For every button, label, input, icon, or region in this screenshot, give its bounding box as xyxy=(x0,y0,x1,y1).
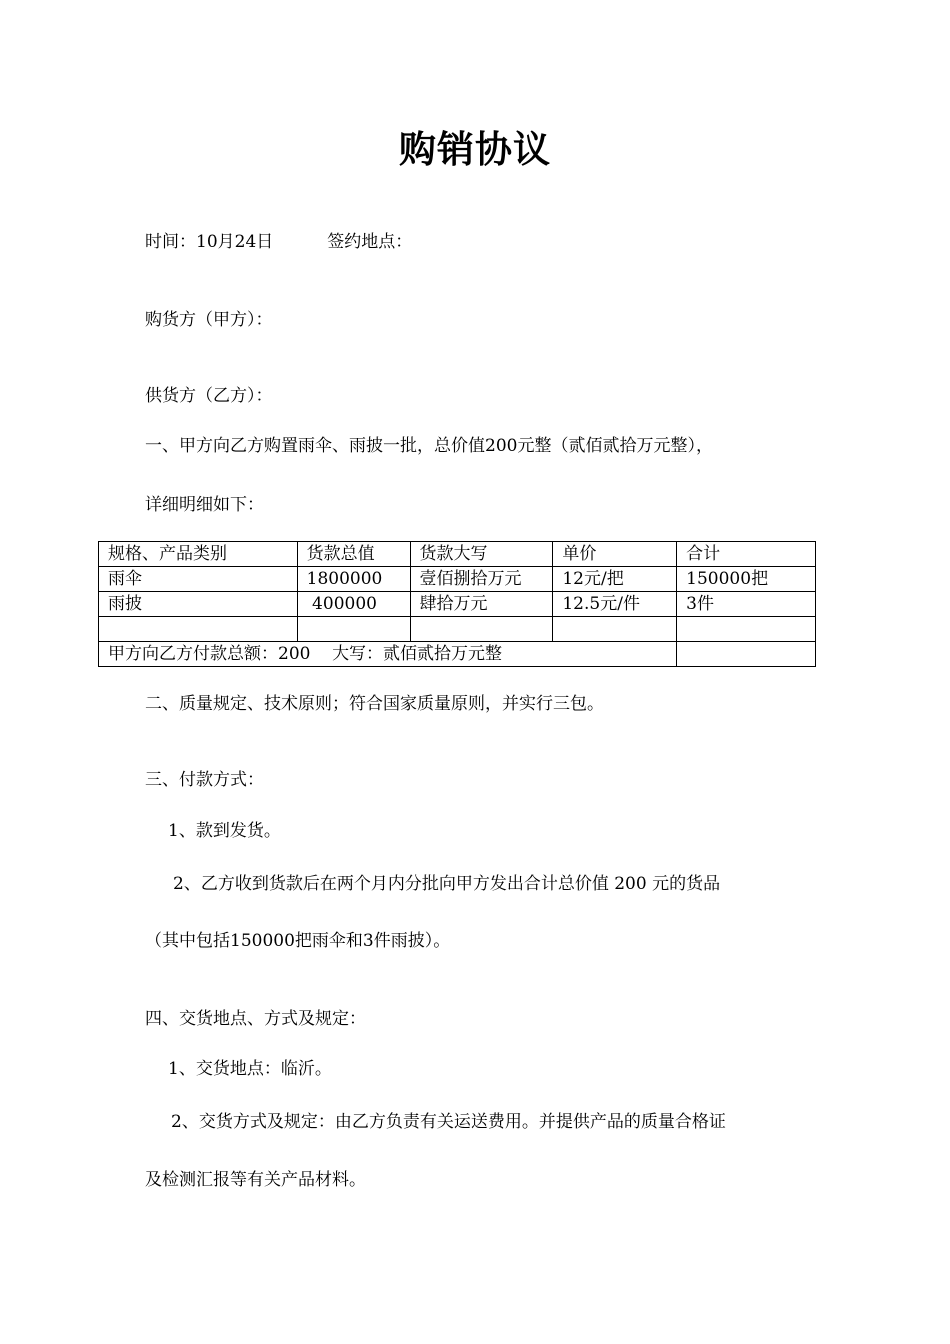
table-row xyxy=(99,617,816,642)
clause-3-item-2-line-1: 2、乙方收到货款后在两个月内分批向甲方发出合计总价值 200 元的货品 xyxy=(173,874,721,894)
header-cell-unit-price: 单价 xyxy=(553,542,677,567)
total-payment-cell: 甲方向乙方付款总额：200 大写：贰佰贰拾万元整 xyxy=(99,642,677,667)
clause-3-title: 三、付款方式： xyxy=(145,770,264,790)
header-cell-total-value: 货款总值 xyxy=(297,542,410,567)
table-cell: 3件 xyxy=(677,592,816,617)
supplier-line: 供货方（乙方）： xyxy=(145,386,273,406)
clause-1-line-2: 详细明细如下： xyxy=(145,495,264,515)
table-cell xyxy=(99,617,298,642)
table-header-row xyxy=(99,542,816,567)
table-cell: 1800000 xyxy=(297,567,410,592)
table-row xyxy=(99,567,816,592)
clause-3-item-1: 1、款到发货。 xyxy=(168,821,281,841)
table-cell: 12.5元/件 xyxy=(553,592,677,617)
buyer-line: 购货方（甲方）： xyxy=(145,310,273,330)
table-cell: 150000把 xyxy=(677,567,816,592)
clause-4-item-2-line-1: 2、交货方式及规定：由乙方负责有关运送费用。并提供产品的质量合格证 xyxy=(171,1112,726,1132)
clause-3-item-2-line-2: （其中包括150000把雨伞和3件雨披）。 xyxy=(145,931,451,951)
time-place-line xyxy=(145,231,412,253)
goods-detail-table xyxy=(98,541,816,667)
header-cell-sum: 合计 xyxy=(677,542,816,567)
table-cell: 400000 xyxy=(297,592,410,617)
table-cell: 12元/把 xyxy=(553,567,677,592)
table-cell: 壹佰捌拾万元 xyxy=(410,567,553,592)
table-total-row xyxy=(99,642,816,667)
total-value-cell xyxy=(677,642,816,667)
header-cell-amount-words: 货款大写 xyxy=(410,542,553,567)
clause-2: 二、质量规定、技术原则；符合国家质量原则，并实行三包。 xyxy=(145,694,604,714)
table-cell: 肆拾万元 xyxy=(410,592,553,617)
signing-time: 时间：10月24日 xyxy=(145,232,274,252)
signing-place: 签约地点： xyxy=(327,232,413,252)
table-cell: 雨披 xyxy=(99,592,298,617)
table-cell xyxy=(297,617,410,642)
table-cell xyxy=(410,617,553,642)
document-title: 购销协议 xyxy=(399,127,551,171)
table-cell: 雨伞 xyxy=(99,567,298,592)
table-row xyxy=(99,592,816,617)
clause-1-line-1: 一、甲方向乙方购置雨伞、雨披一批，总价值200元整（贰佰贰拾万元整）， xyxy=(145,436,713,456)
clause-4-item-1: 1、交货地点：临沂。 xyxy=(168,1059,332,1079)
header-cell-category: 规格、产品类别 xyxy=(99,542,298,567)
table-cell xyxy=(553,617,677,642)
clause-4-item-2-line-2: 及检测汇报等有关产品材料。 xyxy=(145,1170,366,1190)
clause-4-title: 四、交货地点、方式及规定： xyxy=(145,1009,366,1029)
table-cell xyxy=(677,617,816,642)
